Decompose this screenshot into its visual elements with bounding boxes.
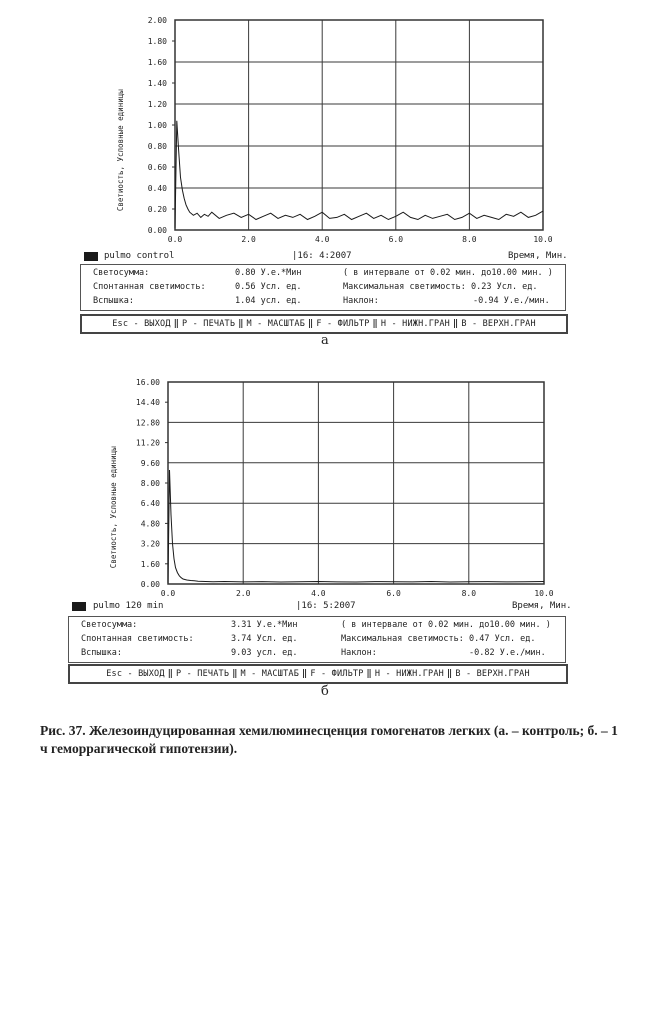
info-max-value: 0.47 Усл. ед. [469,634,536,644]
y-tick-label: 1.60 [147,58,167,67]
xlabel-b: Время, Мин. [512,601,572,611]
legend-series-b: pulmo 120 min [93,601,164,611]
menu-upper-bound[interactable]: B - ВЕРХН.ГРАН [455,669,530,679]
menu-scale[interactable]: M - МАСШТАБ [240,669,300,679]
y-tick-label: 1.00 [147,121,167,130]
y-tick-label: 12.80 [135,418,160,428]
y-axis-label: Светиость, Условные единицы [109,446,118,569]
x-tick-label: 0.0 [160,589,176,598]
y-tick-label: 1.60 [140,559,160,569]
y-tick-label: 4.80 [140,519,160,529]
info-interval: ( в интервале от 0.02 мин. до10.00 мин. ) [343,268,553,278]
info-svetosumma-value: 3.31 У.е.*Мин [231,620,298,630]
y-tick-label: 1.80 [147,37,167,46]
y-tick-label: 0.60 [147,163,167,172]
menu-scale[interactable]: M - МАСШТАБ [246,319,306,329]
menu-filter[interactable]: F - ФИЛЬТР [310,669,364,679]
x-tick-label: 8.0 [461,589,477,598]
menu-exit[interactable]: Esc - ВЫХОД [106,669,165,679]
info-flash-value: 9.03 усл. ед. [231,648,298,658]
y-tick-label: 3.20 [140,539,160,549]
info-slope-value: -0.94 У.е./мин. [473,296,550,306]
x-tick-label: 4.0 [314,235,330,244]
info-max-label: Максимальная светимость: [343,282,466,292]
menu-bar-b: Esc - ВЫХОД ‖ P - ПЕЧАТЬ ‖ M - МАСШТАБ ‖ F - ФИЛЬТР ‖ H - НИЖН.ГРАН ‖ B - ВЕРХН.ГРАН [68,664,568,684]
y-tick-label: 8.00 [140,479,160,488]
info-spont-value: 3.74 Усл. ед. [231,634,298,644]
y-tick-label: 0.20 [147,205,167,214]
x-tick-label: 0.0 [167,235,183,244]
xlabel-a: Время, Мин. [508,251,568,261]
info-svetosumma-label: Светосумма: [93,268,150,278]
figure-caption: Рис. 37. Железоиндуцированная хемилюминесценция гомогенатов легких (а. – контроль; б. – 1 ч геморрагической гипотензии). [40,723,618,756]
legend-time-b: |16: 5:2007 [296,601,356,611]
x-tick-label: 10.0 [533,235,553,244]
x-tick-label: 8.0 [462,235,477,244]
info-slope-value: -0.82 У.е./мин. [469,648,546,658]
y-tick-label: 1.40 [147,79,167,88]
x-tick-label: 10.0 [534,589,554,598]
y-tick-label: 0.40 [147,184,167,193]
menu-filter[interactable]: F - ФИЛЬТР [316,319,370,329]
y-tick-label: 14.40 [135,398,160,408]
menu-exit[interactable]: Esc - ВЫХОД [112,319,171,329]
menu-upper-bound[interactable]: B - ВЕРХН.ГРАН [461,319,536,329]
y-axis-label: Светиость, Условные единицы [116,89,125,212]
menu-print[interactable]: P - ПЕЧАТЬ [182,319,236,329]
y-tick-label: 0.80 [147,142,167,151]
x-tick-label: 6.0 [388,235,404,244]
menu-lower-bound[interactable]: H - НИЖН.ГРАН [374,669,445,679]
y-tick-label: 0.00 [147,226,167,235]
x-tick-label: 2.0 [235,589,251,598]
x-tick-label: 4.0 [311,589,326,598]
y-tick-label: 11.20 [135,438,160,448]
y-tick-label: 9.60 [140,458,160,468]
series-line [168,470,544,583]
y-tick-label: 2.00 [147,16,167,25]
menu-lower-bound[interactable]: H - НИЖН.ГРАН [380,319,451,329]
x-tick-label: 6.0 [386,589,401,598]
legend-swatch-b [72,602,86,611]
info-flash-value: 1.04 усл. ед. [235,296,302,306]
menu-bar-a: Esc - ВЫХОД ‖ P - ПЕЧАТЬ ‖ M - МАСШТАБ ‖ F - ФИЛЬТР ‖ H - НИЖН.ГРАН ‖ B - ВЕРХН.ГРАН [80,314,568,334]
y-tick-label: 6.40 [140,499,160,509]
y-tick-label: 1.20 [147,100,167,109]
info-svetosumma-label: Светосумма: [81,620,138,630]
info-flash-label: Вспышка: [93,296,134,306]
info-spont-value: 0.56 Усл. ед. [235,282,302,292]
y-tick-label: 0.00 [140,580,160,589]
info-max-value: 0.23 Усл. ед. [471,282,538,292]
x-tick-label: 2.0 [241,235,256,244]
menu-print[interactable]: P - ПЕЧАТЬ [176,669,230,679]
y-tick-label: 16.00 [135,378,160,387]
info-slope-label: Наклон: [341,648,377,658]
legend-series-a: pulmo control [104,251,175,261]
info-box-b [68,616,566,663]
info-slope-label: Наклон: [343,296,379,306]
plot-frame [168,382,544,584]
info-spont-label: Спонтанная светимость: [81,634,194,644]
info-spont-label: Спонтанная светимость: [93,282,206,292]
info-interval: ( в интервале от 0.02 мин. до10.00 мин. ) [341,620,551,630]
legend-time-a: |16: 4:2007 [292,251,352,261]
panel-label-b: б [321,684,329,699]
panel-label-a: а [321,333,329,348]
info-max-label: Максимальная светимость: [341,634,464,644]
info-flash-label: Вспышка: [81,648,122,658]
info-svetosumma-value: 0.80 У.е.*Мин [235,268,302,278]
